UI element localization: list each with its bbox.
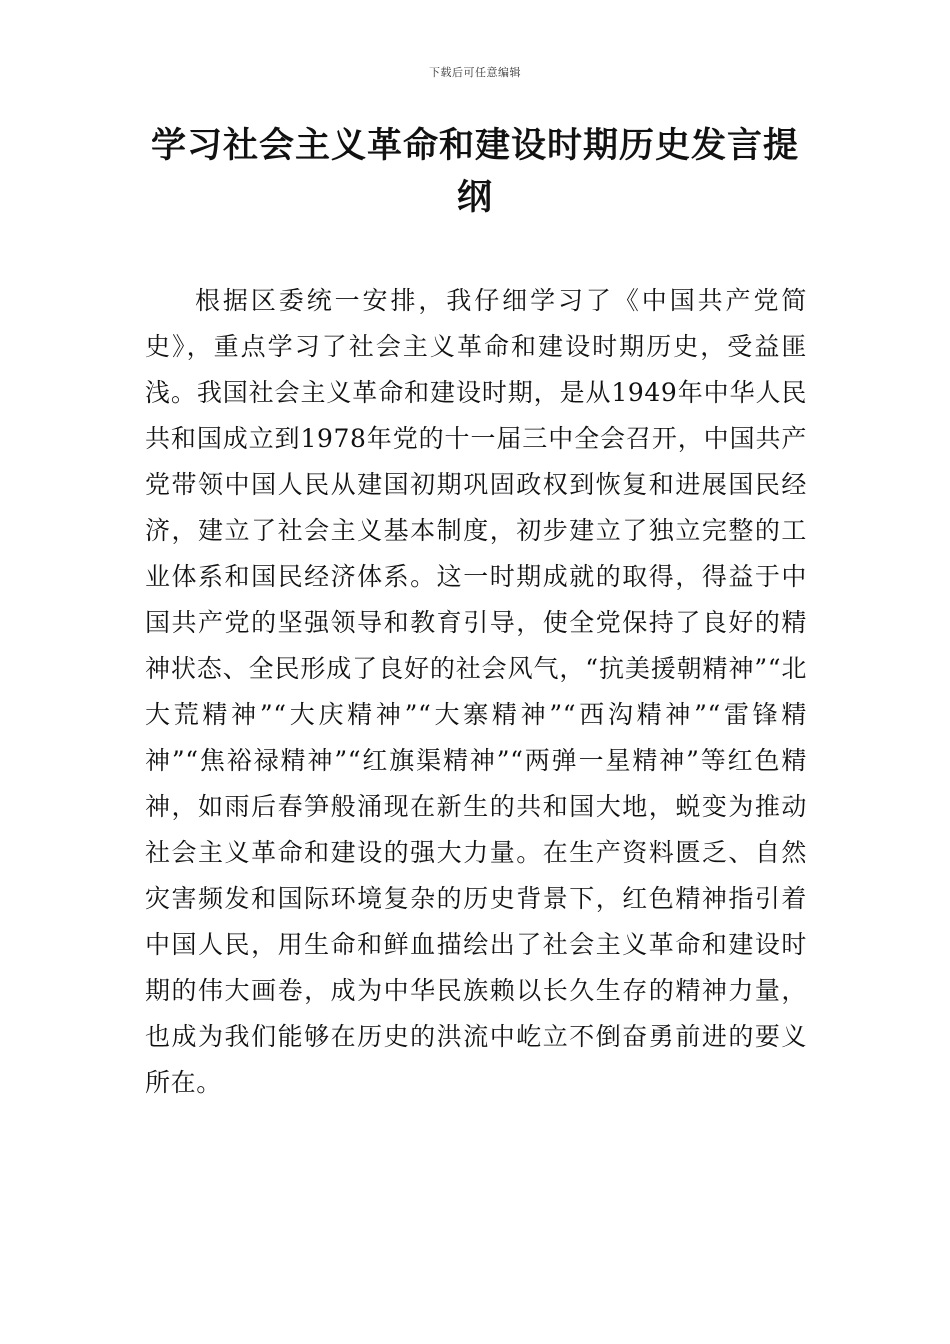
body-paragraph: 根据区委统一安排，我仔细学习了《中国共产党简史》，重点学习了社会主义革命和建设时期历史，受益匪浅。我国社会主义革命和建设时期，是从1949年中华人民共和国成立到1978年党的十一届三中全会召开，中国共产党带领中国人民从建国初期巩固政权到恢复和进展国民经济，建立了社会主义基本制度，初步建立了独立完整的工业体系和国民经济体系。这一时期成就的取得，得益于中国共产党的坚强领导和教育引导，使全党保持了良好的精神状态、全民形成了良好的社会风气，“抗美援朝精神”“北大荒精神”“大庆精神”“大寨精神”“西沟精神”“雷锋精神”“焦裕禄精神”“红旗渠精神”“两弹一星精神”等红色精神，如雨后春笋般涌现在新生的共和国大地，蜕变为推动社会主义革命和建设的强大力量。在生产资料匮乏、自然灾害频发和国际环境复杂的历史背景下，红色精神指引着中国人民，用生命和鲜血描绘出了社会主义革命和建设时期的伟大画卷，成为中华民族赖以长久生存的精神力量，也成为我们能够在历史的洪流中屹立不倒奋勇前进的要义所在。 bbox=[145, 286, 807, 1097]
document-title: 学习社会主义革命和建设时期历史发言提纲 bbox=[150, 126, 799, 218]
header-note: 下载后可任意编辑 bbox=[429, 66, 521, 79]
